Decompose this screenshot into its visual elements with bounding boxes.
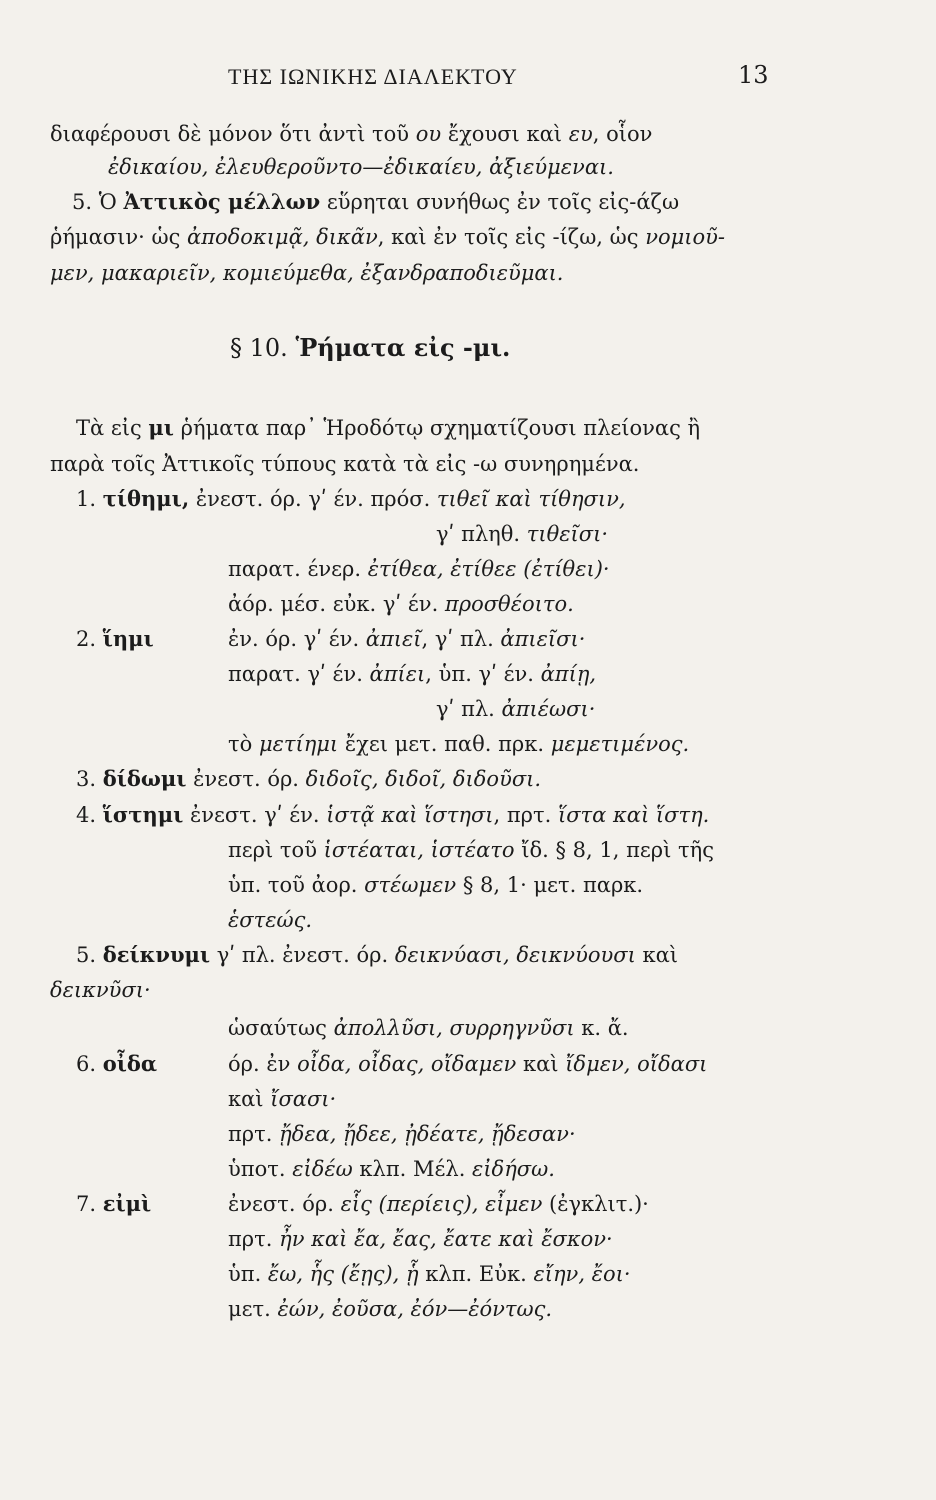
- text-run: τὸ: [228, 732, 259, 756]
- text-run: ἔχουσι καὶ: [441, 122, 569, 146]
- text-run: ἀόρ. μέσ. εὐκ. γʹ έν.: [228, 592, 445, 616]
- text-line-4: [50, 222, 725, 252]
- text-run: ου: [415, 122, 442, 146]
- text-line-3: [72, 187, 679, 217]
- text-run: εἰδέω: [292, 1157, 353, 1181]
- entry-number: 3.: [76, 767, 103, 791]
- text-line-27: [228, 1119, 576, 1149]
- text-run: , οἷον: [592, 122, 653, 146]
- text-run: (ἐγκλιτ.)·: [542, 1192, 649, 1216]
- text-line-30: [228, 1224, 613, 1254]
- text-run: ἔχει μετ. παθ. πρκ.: [338, 732, 551, 756]
- text-run: διδοῖς, διδοῖ, διδοῦσι.: [305, 767, 542, 791]
- text-line-23: [50, 975, 151, 1005]
- entry-number: 5.: [76, 943, 103, 967]
- text-run: περὶ τοῦ: [228, 838, 324, 862]
- text-run: ὑποτ.: [228, 1157, 293, 1181]
- text-run: ὡσαύτως: [228, 1016, 334, 1040]
- text-run: ἴσασι·: [270, 1087, 337, 1111]
- entry-number: 2.: [76, 627, 103, 651]
- text-run: Ἀττικὸς μέλλων: [123, 189, 321, 214]
- text-run: , καὶ ἐν τοῖς εἰς -ίζω, ὡς: [377, 225, 646, 249]
- text-line-31: [228, 1259, 631, 1289]
- text-line-13: [228, 624, 585, 654]
- text-run: ἐδικαίου, ἐλευθεροῦντο—ἐδικαίευ, ἀξιεύμεναι.: [108, 155, 614, 179]
- text-run: ἐνεστ. όρ.: [228, 1192, 341, 1216]
- text-run: 5. Ὁ: [72, 190, 124, 214]
- text-run: ἴδ. § 8, 1, περὶ τῆς: [514, 838, 714, 862]
- text-line-12: [228, 589, 574, 619]
- text-line-15: [436, 694, 595, 724]
- text-run: γʹ πλ.: [436, 697, 502, 721]
- entry-headword: εἰμὶ: [102, 1191, 152, 1216]
- text-run: ὑπ. τοῦ ἀορ.: [228, 873, 365, 897]
- text-run: πρτ.: [228, 1227, 280, 1251]
- entry-eimi: [76, 1189, 151, 1219]
- text-run: καὶ: [516, 1052, 566, 1076]
- text-run: ἔω, ἧς (ἔῃς), ᾗ: [267, 1262, 419, 1286]
- entry-headword: ἵημι: [102, 626, 154, 651]
- entry-number: 4.: [76, 803, 103, 827]
- text-line-24: [228, 1013, 629, 1043]
- text-line-21: [228, 905, 312, 935]
- text-run: ἦν καὶ ἔα, ἔας, ἔατε καὶ ἔσκον·: [279, 1227, 613, 1251]
- text-run: ἀπίῃ,: [540, 662, 597, 686]
- text-run: δεικνύασι, δεικνύουσι: [394, 943, 636, 967]
- text-run: ἐών, ἐοῦσα, ἐόν—ἐόντως.: [277, 1297, 553, 1321]
- text-line-26: [228, 1084, 336, 1114]
- text-run: κλπ. Εὐκ.: [418, 1262, 534, 1286]
- running-header: ΤΗΣ ΙΩΝΙΚΗΣ ΔΙΑΛΕΚΤΟΥ: [228, 64, 518, 89]
- text-line-5: [50, 258, 564, 288]
- text-run: μεμετιμένος.: [550, 732, 690, 756]
- text-run: ἐνεστ. όρ.: [186, 767, 306, 791]
- text-run: ἵστα καὶ ἵστη.: [557, 803, 710, 827]
- text-run: κλπ. Μέλ.: [352, 1157, 473, 1181]
- text-run: εἷς (περίεις), εἶμεν: [340, 1192, 543, 1216]
- text-run: γʹ πλ. ἐνεστ. όρ.: [210, 943, 395, 967]
- text-run: ῥήματα παρ᾿ Ἡροδότῳ σχηματίζουσι πλείονας ἢ: [173, 416, 701, 440]
- text-run: ευ: [568, 122, 593, 146]
- text-line-19: [228, 835, 714, 865]
- text-run: τιθεῖ καὶ τίθησιν,: [436, 487, 626, 511]
- entry-didomi: [76, 764, 541, 794]
- entry-number: 1.: [76, 487, 103, 511]
- text-run: ἀπίει: [369, 662, 426, 686]
- text-line-14: [228, 659, 596, 689]
- section-heading: [230, 333, 510, 363]
- text-run: ἑστεώς.: [228, 908, 313, 932]
- text-run: κ. ἄ.: [574, 1016, 629, 1040]
- text-run: , ὑπ. γʹ έν.: [425, 662, 541, 686]
- text-run: § 8, 1· μετ. παρκ.: [456, 873, 644, 897]
- text-run: καὶ: [228, 1087, 271, 1111]
- entry-oida: [76, 1049, 157, 1079]
- entry-headword: δίδωμι: [102, 766, 187, 791]
- entry-tithemi: [76, 484, 626, 514]
- section-number: § 10.: [230, 334, 296, 362]
- text-line-11: [228, 554, 610, 584]
- text-run: νομιοῦ-: [645, 225, 726, 249]
- text-line-16: [228, 729, 689, 759]
- entry-headword: ἵστημι: [102, 802, 184, 827]
- text-run: παρὰ τοῖς Ἀττικοῖς τύπους κατὰ τὰ εἰς -ω συνηρημένα.: [50, 452, 640, 476]
- text-line-32: [228, 1294, 552, 1324]
- entry-histemi: [76, 800, 709, 830]
- text-run: μετ.: [228, 1297, 278, 1321]
- text-run: ἀπολλῦσι, συρρηγνῦσι: [333, 1016, 575, 1040]
- text-run: μι: [148, 415, 174, 440]
- text-run: ἀπιεῖσι·: [500, 627, 586, 651]
- text-run: ἱστᾷ καὶ ἵστησι: [326, 803, 494, 827]
- text-run: μεν, μακαριεῖν, κομιεύμεθα, ἐξανδραποδιεῦμαι.: [50, 261, 564, 285]
- text-run: διαφέρουσι δὲ μόνον ὅτι ἀντὶ τοῦ: [50, 122, 416, 146]
- text-run: ἐν. όρ. γʹ έν.: [228, 627, 366, 651]
- text-run: ἐτίθεα, ἐτίθεε (ἐτίθει)·: [367, 557, 610, 581]
- text-run: οἶδα, οἶδας, οἴδαμεν: [297, 1052, 517, 1076]
- entry-headword: τίθημι,: [102, 486, 190, 511]
- text-run: προσθέοιτο.: [444, 592, 574, 616]
- text-run: ἀπιεῖ: [365, 627, 422, 651]
- text-run: όρ. ἐν: [228, 1052, 298, 1076]
- text-run: ῥήμασιν· ὡς: [50, 225, 188, 249]
- text-run: τιθεῖσι·: [526, 522, 609, 546]
- text-run: μετίημι: [258, 732, 339, 756]
- text-run: πρτ.: [228, 1122, 280, 1146]
- text-run: στέωμεν: [364, 873, 457, 897]
- text-run: , γʹ πλ.: [421, 627, 501, 651]
- text-run: Τὰ εἰς: [76, 416, 149, 440]
- text-line-25: [228, 1049, 707, 1079]
- text-line-20: [228, 870, 643, 900]
- text-run: παρατ. γʹ έν.: [228, 662, 370, 686]
- text-run: καὶ: [635, 943, 679, 967]
- text-run: , πρτ.: [493, 803, 558, 827]
- text-line-10: [436, 519, 608, 549]
- entry-headword: οἶδα: [102, 1051, 158, 1076]
- text-run: ἴδμεν, οἴδασι: [565, 1052, 708, 1076]
- entry-number: 7.: [76, 1192, 103, 1216]
- text-line-7: [76, 413, 700, 443]
- text-run: ἀπιέωσι·: [501, 697, 596, 721]
- entry-iemi: [76, 624, 154, 654]
- section-title: Ῥήματα εἰς -μι.: [295, 333, 511, 362]
- entry-deiknymi: [76, 940, 678, 970]
- text-run: γʹ πληθ.: [436, 522, 527, 546]
- text-run: δεικνῦσι·: [50, 978, 151, 1002]
- text-run: παρατ. ένερ.: [228, 557, 368, 581]
- text-line-2: [108, 152, 614, 182]
- text-run: εἰδήσω.: [472, 1157, 555, 1181]
- text-line-29: [228, 1189, 649, 1219]
- text-run: ὑπ.: [228, 1262, 268, 1286]
- text-line-28: [228, 1154, 555, 1184]
- text-run: ἱστέαται, ἱστέατο: [323, 838, 515, 862]
- text-run: εὕρηται συνήθως ἐν τοῖς εἰς-άζω: [320, 190, 680, 214]
- text-line-1: [50, 119, 652, 149]
- text-line-8: [50, 449, 639, 479]
- page-number: 13: [738, 61, 769, 89]
- text-run: ἐνεστ. όρ. γʹ έν. πρόσ.: [189, 487, 437, 511]
- text-run: ᾔδεα, ᾔδεε, ᾐδέατε, ᾔδεσαν·: [279, 1122, 576, 1146]
- text-run: ἀποδοκιμᾷ, δικᾶν: [187, 225, 378, 249]
- text-run: ἐνεστ. γʹ έν.: [183, 803, 327, 827]
- text-run: εἴην, ἔοι·: [533, 1262, 631, 1286]
- entry-number: 6.: [76, 1052, 103, 1076]
- entry-headword: δείκνυμι: [102, 942, 211, 967]
